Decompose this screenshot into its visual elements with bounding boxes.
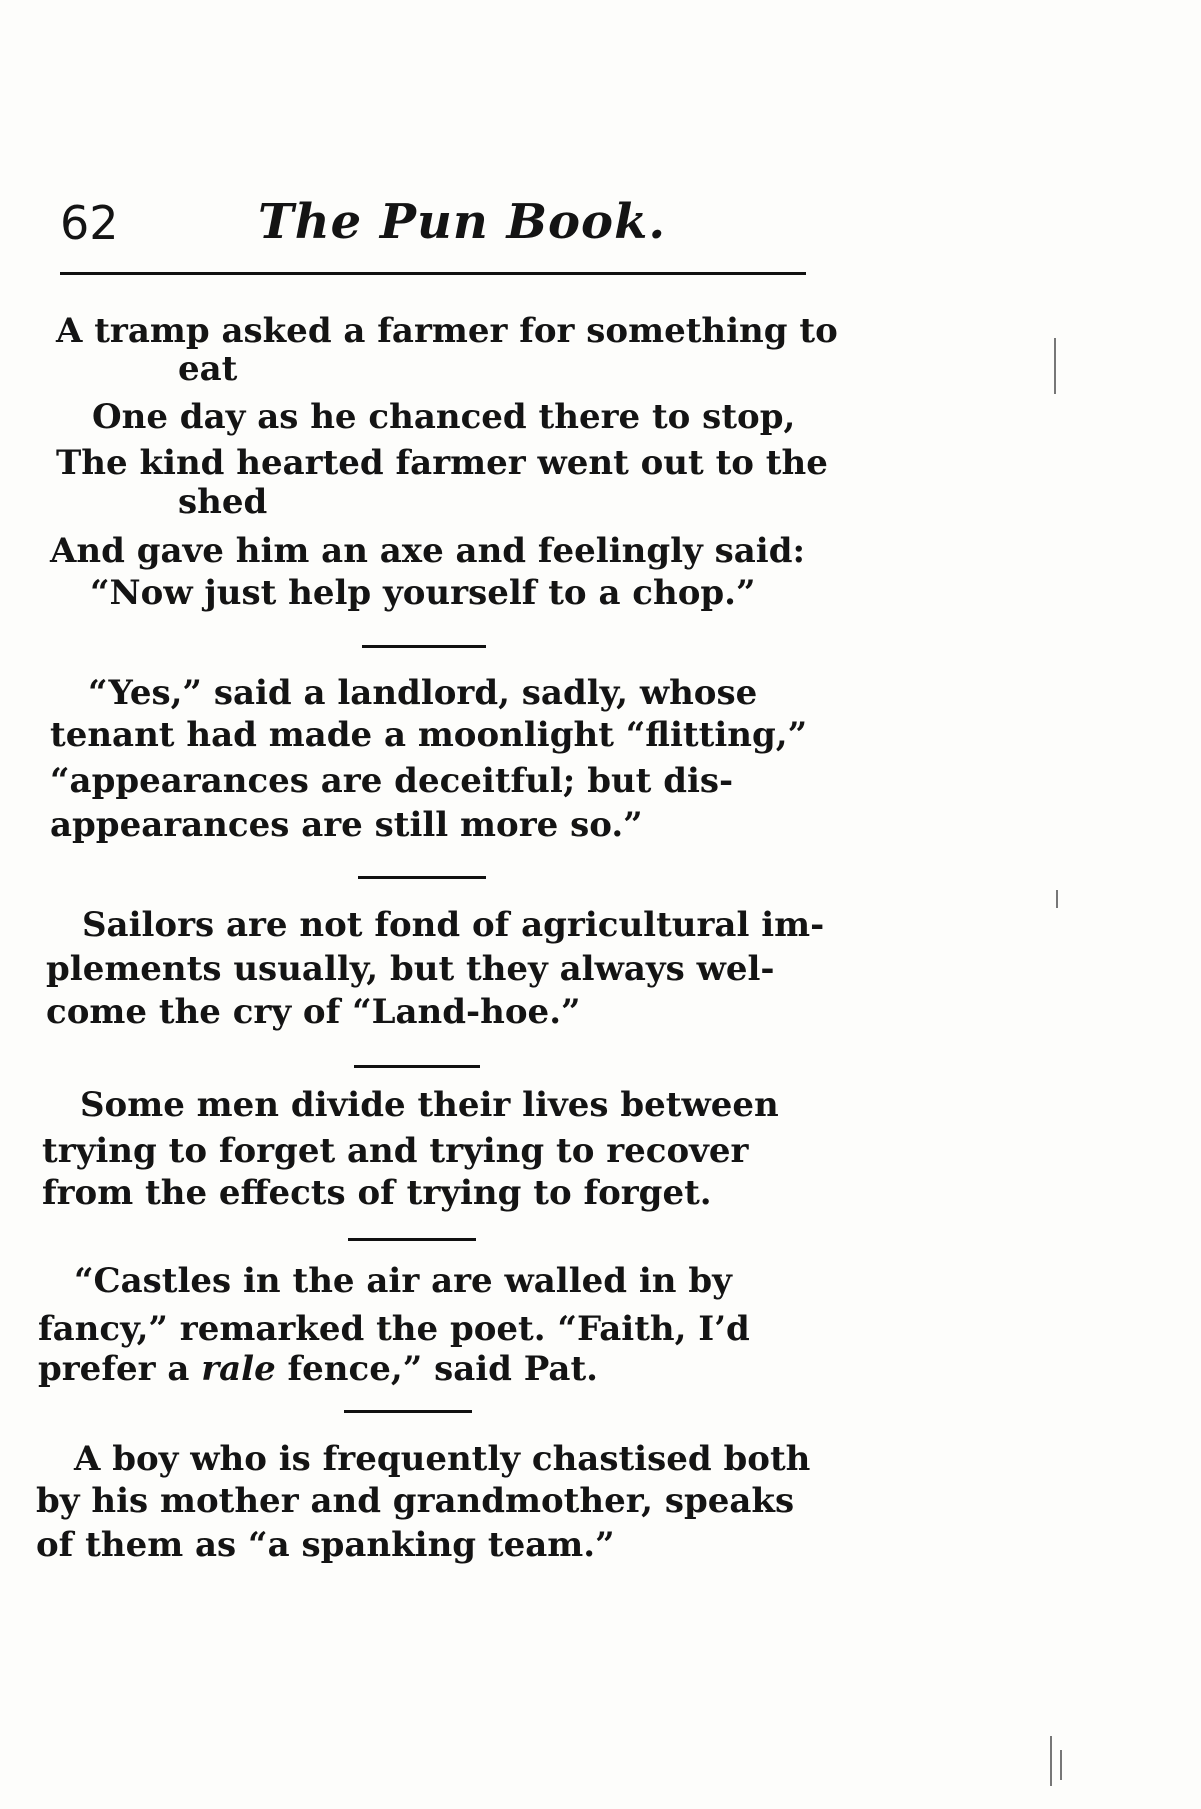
scan-mark	[1050, 1736, 1052, 1786]
entry-5-line-2: fancy,” remarked the poet. “Faith, I’d	[38, 1309, 750, 1349]
entry-6-line-3: of them as “a spanking team.”	[36, 1525, 615, 1565]
entry-3-line-2: plements usually, but they always wel-	[46, 949, 775, 989]
entry-1-line-1: A tramp asked a farmer for something to	[56, 311, 838, 351]
entry-5-line-3-end: fence,” said Pat.	[275, 1349, 599, 1389]
entry-2-line-1: “Yes,” said a landlord, sadly, whose	[88, 673, 758, 713]
entry-2-line-3: “appearances are deceitful; but dis-	[50, 761, 734, 801]
entry-4-line-3: from the effects of trying to forget.	[42, 1173, 712, 1213]
separator-rule	[354, 1065, 480, 1068]
entry-2-line-2: tenant had made a moonlight “flitting,”	[50, 715, 808, 755]
page-number: 62	[60, 196, 119, 250]
scan-mark	[1060, 1750, 1062, 1780]
entry-1-line-4: The kind hearted farmer went out to the	[56, 443, 828, 483]
entry-5-line-1: “Castles in the air are walled in by	[74, 1261, 732, 1301]
entry-3-line-1: Sailors are not fond of agricultural im-	[82, 905, 825, 945]
separator-rule	[362, 645, 486, 648]
entry-1-line-5: shed	[178, 482, 268, 522]
entry-3-line-3: come the cry of “Land-hoe.”	[46, 992, 581, 1032]
entry-4-line-2: trying to forget and trying to recover	[42, 1131, 749, 1171]
entry-6-line-1: A boy who is frequently chastised both	[74, 1439, 811, 1479]
separator-rule	[344, 1410, 472, 1413]
separator-rule	[358, 876, 486, 879]
page-header	[60, 196, 806, 274]
entry-1-line-7: “Now just help yourself to a chop.”	[90, 573, 756, 613]
entry-1-line-6: And gave him an axe and feelingly said:	[50, 531, 806, 571]
entry-5-line-3	[38, 1350, 598, 1388]
entry-6-line-2: by his mother and grandmother, speaks	[36, 1481, 795, 1521]
entry-1-line-2: eat	[178, 349, 238, 389]
header-rule	[60, 272, 806, 275]
entry-5-line-3-start: prefer a	[38, 1349, 202, 1389]
italic-word: rale	[201, 1349, 276, 1389]
entry-2-line-4: appearances are still more so.”	[50, 805, 643, 845]
entry-4-line-1: Some men divide their lives between	[80, 1085, 779, 1125]
entry-1-line-3: One day as he chanced there to stop,	[92, 397, 796, 437]
book-title: The Pun Book.	[258, 194, 667, 250]
scan-mark	[1054, 338, 1056, 394]
scan-mark	[1056, 890, 1058, 908]
separator-rule	[348, 1238, 476, 1241]
